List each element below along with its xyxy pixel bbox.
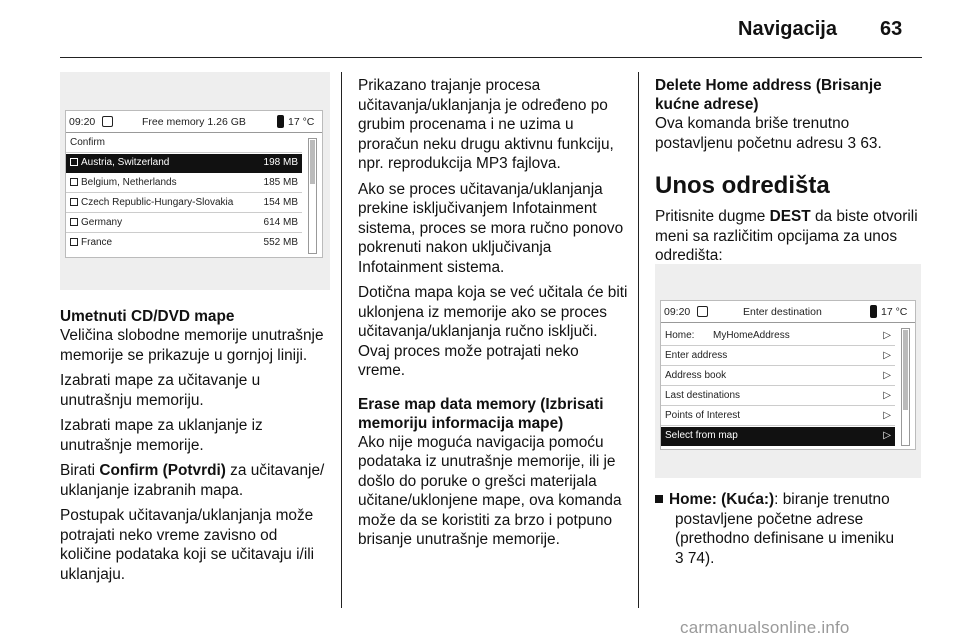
page-ref-icon: 3 [847,134,857,152]
screen-display [65,110,323,258]
checked-checkbox-icon [70,158,78,166]
chevron-right-icon: ▷ [883,350,891,361]
clock-icon [697,306,708,317]
scrollbar[interactable] [901,328,910,446]
temperature: 17 °C [881,306,908,318]
paragraph [60,461,332,500]
bold-term: Confirm (Potvrdi) [99,462,226,479]
paragraph: Izabrati mape za učitavanje u unutrašnju memoriju. [60,372,261,409]
text: da biste otvorili meni sa različitim opcijama za unos odredišta: [655,208,918,264]
scrollbar[interactable] [308,138,317,254]
menu-item-select-from-map[interactable] [661,427,895,446]
bullet-list [655,490,923,574]
page-header-title: Navigacija [738,18,837,40]
text: Pritisnite dugme [655,208,770,225]
list-item[interactable] [66,174,302,193]
map-name: Czech Republic-Hungary-Slovakia [81,197,234,208]
scrollbar-thumb[interactable] [903,330,908,410]
menu-item-last-destinations[interactable] [661,387,895,406]
menu-item-label: Select from map [665,430,738,441]
list-item[interactable] [66,234,302,253]
paragraph: Ako nije moguća navigacija pomoću podataka iz unutrašnje memorije, ili je došlo do poruke o grešci materijala učitane/uklonjene mape, ova komanda može da se koristiti za brzo i potpuno brisanje unutrašnje memorije. [358,433,622,548]
screen-status-bar [66,111,322,133]
clock-time: 09:20 [69,116,96,128]
screen-display [660,300,916,450]
paragraph: Ako se proces učitavanja/uklanjanja prekine isključivanjem Infotainment sistema, proces se mora ručno ponovo pokrenuti nakon uključivanja Infotainment sistema. [358,180,624,276]
screen-title: Enter destination [743,306,822,318]
chevron-right-icon: ▷ [883,330,891,341]
list-item[interactable] [66,214,302,233]
section-heading: Erase map data memory (Izbrisati memoriju informacija mape) [358,395,604,432]
screenshot-free-memory [60,72,330,290]
clock-icon [102,116,113,127]
list-item [655,490,923,568]
text: 74). [683,549,715,567]
confirm-label: Confirm [70,137,106,148]
menu-item-label: Address book [665,370,727,381]
map-size: 614 MB [263,217,298,228]
checkbox-icon [70,238,78,246]
column-3 [655,76,925,272]
menu-item-label: Enter address [665,350,728,361]
thermometer-icon [870,305,877,318]
text: za učitavanje/ uklanjanje izabranih mapa. [60,462,325,499]
map-name: France [81,237,113,248]
bold-term: Home: (Kuća:) [669,491,775,508]
map-name: Germany [81,217,123,228]
column-1 [60,307,332,590]
checkbox-icon [70,198,78,206]
text: : biranje trenutno postavljene početne adrese (prethodno definisane u imeniku [675,491,895,547]
temperature: 17 °C [288,116,315,128]
paragraph: Dotična mapa koja se već učitala će biti uklonjena iz memorije ako se proces učitavanja/uklanjanja ručno isključi. Ovaj proces može potrajati neko vreme. [358,284,628,379]
paragraph [655,207,925,266]
paragraph: Prikazano trajanje procesa učitavanja/uklanjanja je određeno po grubim procenama i ne uzima u proračun neku drugu aktivnu funkciju, npr. reprodukcija MP3 fajlova. [358,77,614,172]
paragraph: Izabrati mape za uklanjanje iz unutrašnje memorije. [60,417,263,454]
scrollbar-thumb[interactable] [310,140,315,184]
chevron-right-icon: ▷ [883,390,891,401]
map-name: Austria, Switzerland [81,157,170,168]
menu-item-points-of-interest[interactable] [661,407,895,426]
list-item[interactable] [66,194,302,213]
clock-time: 09:20 [664,306,691,318]
map-name: Belgium, Netherlands [81,177,177,188]
checkbox-icon [70,178,78,186]
watermark: carmanualsonline.info [680,618,850,637]
confirm-row[interactable] [66,134,302,153]
page-number: 63 [880,18,903,40]
checkbox-icon [70,218,78,226]
column-divider-1 [341,72,342,608]
column-2 [358,76,630,556]
paragraph [655,114,925,153]
menu-item-label: Points of Interest [665,410,741,421]
map-size: 154 MB [263,197,298,208]
chevron-right-icon: ▷ [883,430,891,441]
bold-term: DEST [769,208,811,225]
paragraph: Postupak učitavanja/uklanjanja može potrajati neko vreme zavisno od količine podataka koji se učitavaju i/ili uklanjaju. [60,507,315,583]
menu-item-value: MyHomeAddress [713,330,790,341]
list-item[interactable] [66,154,302,173]
menu-item-home[interactable] [661,327,895,346]
bullet-icon [655,495,663,503]
section-heading: Umetnuti CD/DVD mape [60,308,235,325]
map-size: 185 MB [263,177,298,188]
menu-item-enter-address[interactable] [661,347,895,366]
chevron-right-icon: ▷ [883,370,891,381]
map-size: 552 MB [263,237,298,248]
menu-item-label: Home: [665,330,695,341]
page-ref-icon: 3 [675,549,684,567]
map-size: 198 MB [263,157,298,168]
text: Ova komanda briše trenutno postavljenu početnu adresu [655,115,850,152]
paragraph: Veličina slobodne memorije unutrašnje memorije se prikazuje u gornjoj liniji. [60,327,324,364]
screen-title: Free memory 1.26 GB [142,116,246,128]
menu-item-label: Last destinations [665,390,741,401]
thermometer-icon [277,115,284,128]
column-divider-2 [638,72,639,608]
text: Birati [60,462,100,479]
screen-status-bar [661,301,915,323]
section-title: Unos odredišta [655,172,830,199]
text: 63. [856,134,882,152]
chevron-right-icon: ▷ [883,410,891,421]
section-heading: Delete Home address (Brisanje kućne adrese) [655,77,882,113]
menu-item-address-book[interactable] [661,367,895,386]
header-rule [60,57,922,58]
screenshot-enter-destination [655,264,921,478]
